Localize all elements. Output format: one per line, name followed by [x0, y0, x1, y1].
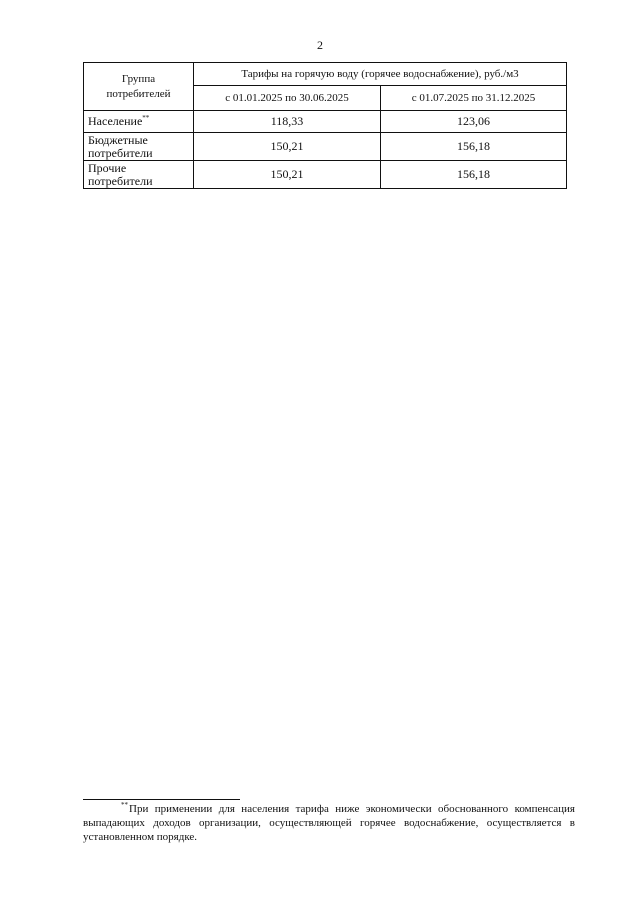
page-number: 2 [317, 38, 323, 52]
row-label-text: Население [88, 114, 143, 128]
footnote-text: При применении для населения тарифа ниже экономически обоснованного компенсация выпадающих доходов организации, осуществляющей горячее водоснабжение, осуществляется в установленном порядке. [83, 803, 575, 843]
tariff-value: 156,18 [381, 161, 567, 189]
tariff-table [83, 62, 567, 189]
tariff-value: 156,18 [381, 133, 567, 161]
tariff-value: 150,21 [194, 161, 381, 189]
table-header-row [84, 63, 567, 86]
footnote [83, 802, 575, 844]
footnote-separator [83, 799, 240, 800]
table-row [84, 133, 567, 161]
row-label-population [84, 111, 194, 133]
header-tariffs: Тарифы на горячую воду (горячее водоснабжение), руб./м3 [194, 63, 567, 86]
header-period-second: с 01.07.2025 по 31.12.2025 [381, 86, 567, 111]
header-period-first: с 01.01.2025 по 30.06.2025 [194, 86, 381, 111]
footnote-marker: ** [121, 801, 128, 810]
header-consumer-group: Группа потребителей [84, 63, 194, 111]
table-row [84, 111, 567, 133]
table-row [84, 161, 567, 189]
tariff-value: 118,33 [194, 111, 381, 133]
footnote-reference: ** [142, 114, 150, 122]
tariff-value: 150,21 [194, 133, 381, 161]
tariff-value: 123,06 [381, 111, 567, 133]
row-label-budget-consumers: Бюджетные потребители [84, 133, 194, 161]
row-label-other-consumers: Прочие потребители [84, 161, 194, 189]
